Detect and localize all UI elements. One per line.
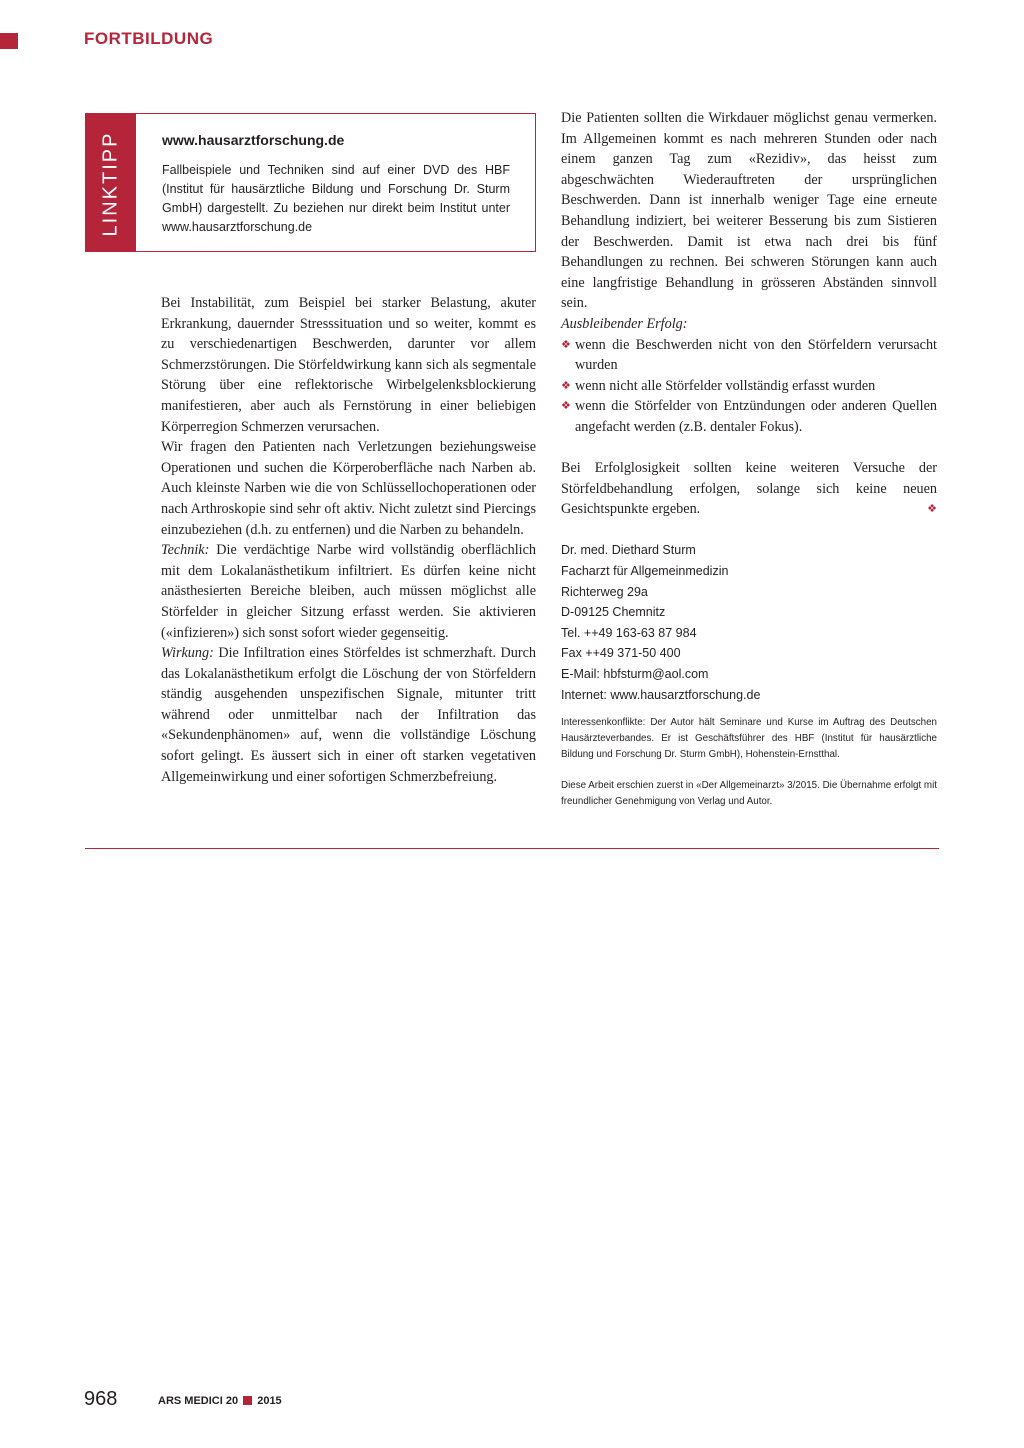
diamond-bullet-icon: ❖: [561, 400, 571, 413]
effect-text: Die Infiltration eines Störfeldes ist schmerzhaft. Durch das Lokalanästhetikum erfolgt die Löschung der von Störfeldern ständig ausgehenden unspezifischen Signale, mitunter tritt während oder unmittelbar nach der Infiltration das «Sekundenphänomen» auf, wenn die vollständige Löschung sofort gelingt. Es äussert sich in einer oft starken vegetativen Allgemeinwirkung und einer sofortigen Schmerzbefreiung.: [161, 645, 536, 785]
list-item: [561, 335, 937, 376]
right-column: [561, 108, 937, 810]
bottom-divider: [85, 848, 939, 849]
list-item-text: wenn nicht alle Störfelder vollständig erfasst wurden: [575, 377, 876, 394]
journal-footer: [158, 1395, 282, 1407]
author-email[interactable]: E-Mail: hbfsturm@aol.com: [561, 667, 709, 682]
failure-list: [561, 335, 937, 438]
author-fax: Fax ++49 371-50 400: [561, 646, 681, 661]
paragraph: Bei Instabilität, zum Beispiel bei starker Belastung, akuter Erkrankung, dauernder Stresssituation und so weiter, kommt es zu verschiedenartigen Beschwerden, darunter vor allem Schmerzstörungen. Die Störfeldwirkung kann sich als segmentale Störung über eine reflektorische Wirbelgelenksblockierung manifestieren, aber auch als Fernstörung in einer beliebigen Körperregion Schmerzen verursachen.: [161, 295, 536, 435]
linktipp-sidebar: [86, 114, 136, 251]
author-name: Dr. med. Diethard Sturm: [561, 543, 696, 558]
author-city: D-09125 Chemnitz: [561, 605, 666, 620]
linktipp-url[interactable]: www.hausarztforschung.de: [162, 132, 345, 148]
left-column: [161, 293, 536, 787]
source-note: Diese Arbeit erschien zuerst in «Der Allgemeinarzt» 3/2015. Die Übernahme erfolgt mit freundlicher Genehmigung von Verlag und Autor.: [561, 780, 937, 808]
list-item-text: wenn die Störfelder von Entzündungen oder anderen Quellen angefacht werden (z.B. dentaler Fokus).: [575, 398, 937, 435]
journal-name: ARS MEDICI 20: [158, 1395, 239, 1407]
header-accent-block: [0, 33, 18, 49]
author-web[interactable]: Internet: www.hausarztforschung.de: [561, 687, 761, 702]
journal-year: 2015: [257, 1395, 282, 1407]
failure-heading: [561, 314, 937, 335]
technique-text: Die verdächtige Narbe wird vollständig oberflächlich mit dem Lokalanästhetikum infiltriert. Es dürfen keine nicht anästhesierten Bereiche bleiben, auch müssen möglichst alle Störfelder in gleicher Sitzung erfasst werden. Sie aktivieren («infizieren») sich sonst sofort wieder gegenseitig.: [161, 542, 536, 641]
paragraph-technique: [161, 540, 536, 643]
list-item: [561, 376, 937, 397]
list-item-text: wenn die Beschwerden nicht von den Störfeldern verursacht wurden: [575, 336, 937, 374]
list-item: [561, 396, 937, 437]
paragraph-effect: [161, 643, 536, 787]
footer-square-icon: [243, 1396, 252, 1405]
paragraph-conclusion: [561, 458, 937, 520]
author-tel: Tel. ++49 163-63 87 984: [561, 625, 697, 640]
diamond-bullet-icon: ❖: [561, 379, 571, 392]
conflict-note: Interessenkonflikte: Der Autor hält Seminare und Kurse im Auftrag des Deutschen Hausärzteverbandes. Er ist Geschäftsführer des HBF (Institut für hausärztliche Bildung und Forschung Dr. Sturm GmbH), Hohenstein-Ernstthal.: [561, 717, 937, 761]
linktipp-box: [85, 113, 536, 252]
author-block: [561, 540, 937, 705]
failure-heading-text: Ausbleibender Erfolg:: [561, 315, 688, 332]
linktipp-label: LINKTIPP: [99, 131, 122, 237]
effect-label: Wirkung:: [161, 645, 214, 662]
linktipp-text: Fallbeispiele und Techniken sind auf einer DVD des HBF (Institut für hausärztliche Bildung und Forschung Dr. Sturm GmbH) dargestellt. Zu beziehen nur direkt beim Institut unter www.hausarztforschung.de: [162, 163, 510, 234]
paragraph: Die Patienten sollten die Wirkdauer möglichst genau vermerken. Im Allgemeinen kommt es nach mehreren Stunden oder nach einem ganzen Tag zum «Rezidiv», das heisst zum abgeschwächten Wiederauftreten der ursprünglichen Beschwerden. Dann ist innerhalb weniger Tage eine erneute Behandlung indiziert, bei weiterer Besserung bis zum Sistieren der Beschwerden. Damit ist etwa nach drei bis fünf Behandlungen zu rechnen. Bei schweren Störungen kann auch eine langfristige Behandlung in grösseren Abständen sinnvoll sein.: [561, 110, 937, 312]
paragraph: Wir fragen den Patienten nach Verletzungen beziehungsweise Operationen und suchen die Körperoberfläche nach Narben ab. Auch kleinste Narben wie die von Schlüssellochoperationen oder nach Arthroskopie sind sehr oft aktiv. Nicht zuletzt sind Piercings einzubeziehen (d.h. zu entfernen) und die Narben zu behandeln.: [161, 439, 536, 538]
conclusion-text: Bei Erfolglosigkeit sollten keine weiteren Versuche der Störfeldbehandlung erfolgen, solange sich keine neuen Gesichtspunkte ergeben.: [561, 460, 937, 518]
section-label: FORTBILDUNG: [84, 29, 214, 48]
diamond-bullet-icon: ❖: [561, 338, 571, 351]
author-street: Richterweg 29a: [561, 584, 648, 599]
technique-label: Technik:: [161, 542, 210, 559]
page-number: 968: [84, 1388, 118, 1410]
author-title: Facharzt für Allgemeinmedizin: [561, 564, 729, 579]
end-of-article-icon: ❖: [927, 503, 937, 516]
